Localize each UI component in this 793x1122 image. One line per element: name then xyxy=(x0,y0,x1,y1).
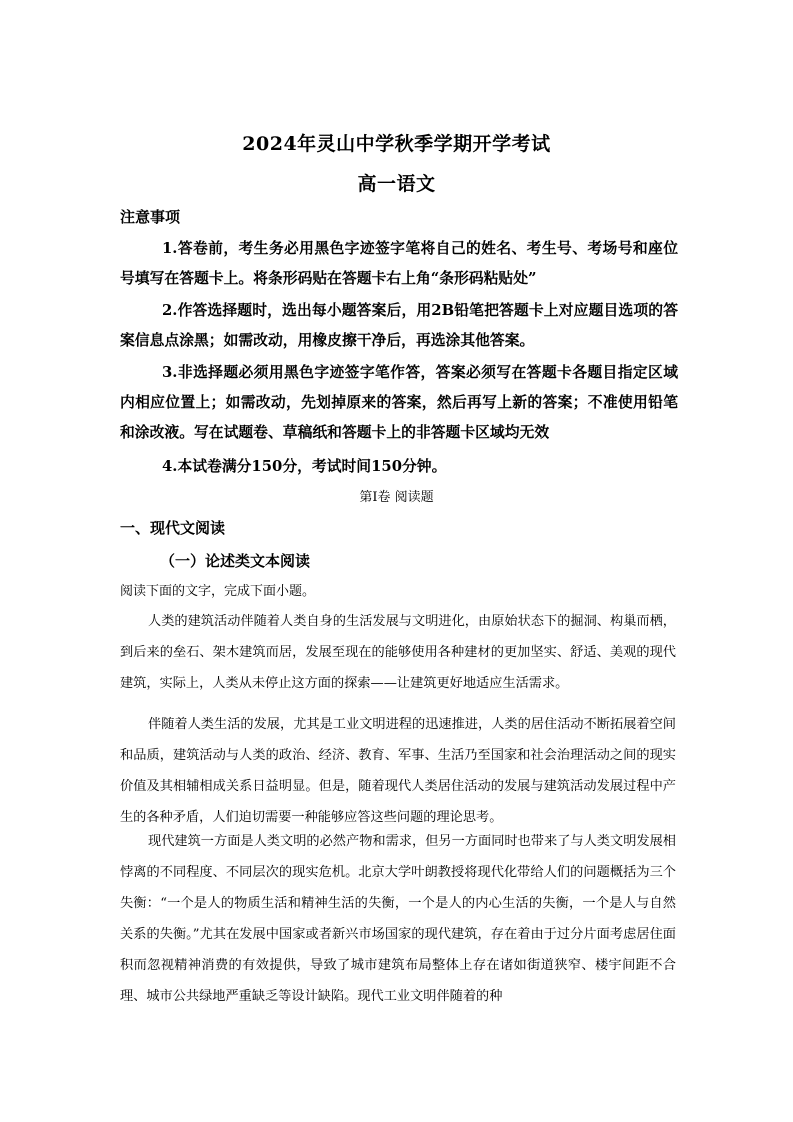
notice-item: 3.非选择题必须用黑色字迹签字笔作答，答案必须写在答题卡各题目指定区域内相应位置上；如需改动，先划掉原来的答案，然后再写上新的答案；不准使用铅笔和涂改液。写在试题卷、草稿纸和答题卡上的非答题卡区域均无效 xyxy=(120,364,678,441)
passage-paragraph: 伴随着人类生活的发展，尤其是工业文明进程的迅速推进，人类的居住活动不断拓展着空间和品质，建筑活动与人类的政治、经济、教育、军事、生活乃至国家和社会治理活动之间的现实价值及其相辅相成关系日益明显。但是，随着现代人类居住活动的发展与建筑活动发展过程中产生的各种矛盾，人们迫切需要一种能够应答这些问题的理论思考。 xyxy=(120,717,676,825)
notice-item: 1.答卷前，考生务必用黑色字迹签字笔将自己的姓名、考生号、考场号和座位号填写在答题卡上。将条形码贴在答题卡右上角“条形码粘贴处” xyxy=(120,240,678,287)
notice-item: 2.作答选择题时，选出每小题答案后，用2B铅笔把答题卡上对应题目选项的答案信息点涂黑；如需改动，用橡皮擦干净后，再选涂其他答案。 xyxy=(120,302,678,349)
notice-heading: 注意事项 xyxy=(120,208,181,226)
notice-item: 4.本试卷满分150分，考试时间150分钟。 xyxy=(162,458,447,475)
passage-paragraph: 现代建筑一方面是人类文明的必然产物和需求，但另一方面同时也带来了与人类文明发展相悖离的不同程度、不同层次的现实危机。北京大学叶朗教授将现代化带给人们的问题概括为三个失衡：“一个是人的物质生活和精神生活的失衡，一个是人的内心生活的失衡，一个是人与自然关系的失衡。”尤其在发展中国家或者新兴市场国家的现代建筑，存在着由于过分片面考虑居住面积而忽视精神消费的有效提供，导致了城市建筑布局整体上存在诸如街道狭窄、楼宇间距不合理、城市公共绿地严重缺乏等设计缺陷。现代工业文明伴随着的种 xyxy=(120,834,676,1004)
passage-paragraph: 人类的建筑活动伴随着人类自身的生活发展与文明进化，由原始状态下的掘洞、构巢而栖，到后来的垒石、架木建筑而居，发展至现在的能够使用各种建材的更加坚实、舒适、美观的现代建筑，实际上，人类从未停止这方面的探索——让建筑更好地适应生活需求。 xyxy=(120,614,676,691)
reading-instruction: 阅读下面的文字，完成下面小题。 xyxy=(120,584,316,599)
exam-subject: 高一语文 xyxy=(357,173,436,195)
volume-title: 第Ⅰ卷 阅读题 xyxy=(359,490,434,505)
section-heading: 一、现代文阅读 xyxy=(120,519,226,537)
subsection-heading: （一）论述类文本阅读 xyxy=(160,552,311,570)
exam-title: 2024年灵山中学秋季学期开学考试 xyxy=(242,133,551,155)
